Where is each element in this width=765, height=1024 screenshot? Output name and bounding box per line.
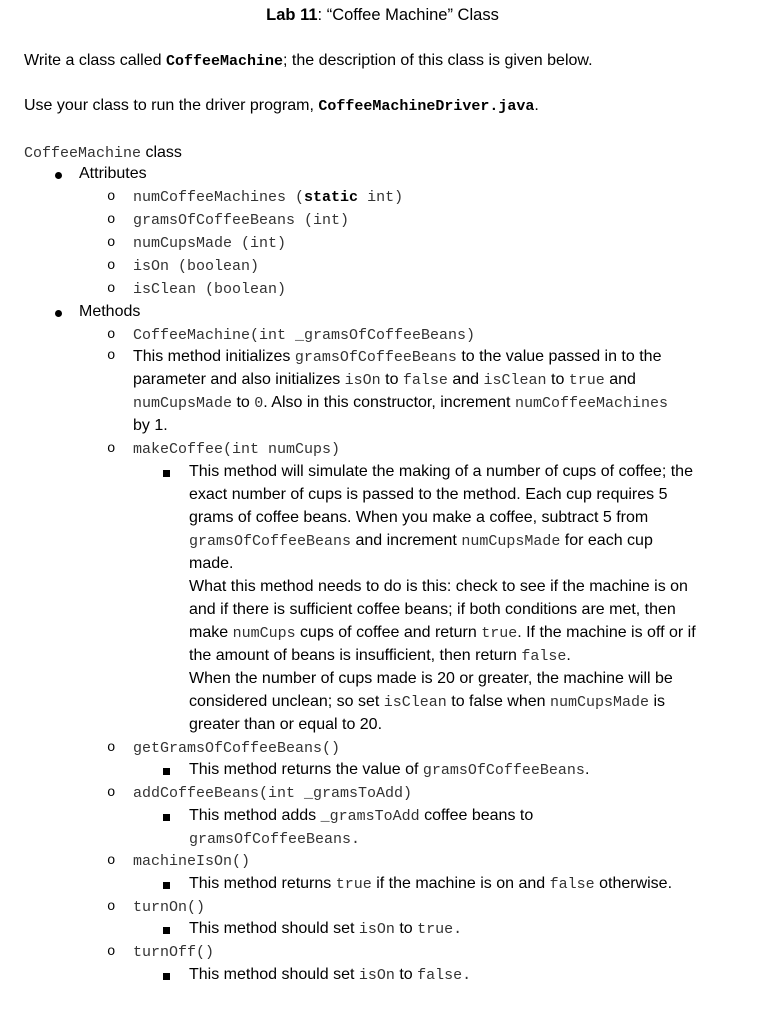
class-name-code: CoffeeMachine bbox=[165, 53, 284, 70]
desc-text: cups of coffee and return bbox=[295, 624, 482, 641]
desc-text: parameter and also initializes bbox=[133, 371, 345, 388]
code-span: true bbox=[417, 921, 454, 938]
desc-text: . bbox=[566, 647, 571, 664]
static-keyword: static bbox=[304, 189, 359, 206]
code-span: false bbox=[549, 876, 595, 893]
attribute-item: numCupsMade (int) bbox=[133, 235, 287, 252]
code-span: false bbox=[521, 648, 567, 665]
make-coffee-desc-line bbox=[189, 624, 696, 642]
code-span: gramsOfCoffeeBeans bbox=[189, 831, 352, 848]
title-rest: : “Coffee Machine” Class bbox=[317, 6, 499, 24]
desc-text: This method should set bbox=[189, 920, 359, 937]
code-span: isClean bbox=[483, 372, 547, 389]
circle-bullet-icon: o bbox=[107, 740, 116, 756]
make-coffee-desc-line: When the number of cups made is 20 or greater, the machine will be bbox=[189, 670, 673, 687]
turn-on-desc bbox=[189, 920, 462, 938]
circle-bullet-icon: o bbox=[107, 281, 116, 297]
code-span: gramsOfCoffeeBeans bbox=[189, 533, 352, 550]
circle-bullet-icon: o bbox=[107, 785, 116, 801]
desc-text: . Also in this constructor, increment bbox=[263, 394, 515, 411]
constructor-desc-line bbox=[133, 371, 636, 389]
desc-text: to bbox=[394, 920, 418, 937]
make-coffee-desc-line: made. bbox=[189, 555, 234, 572]
code-span: _gramsToAdd bbox=[320, 808, 420, 825]
desc-text: to bbox=[394, 966, 418, 983]
attribute-item: isOn (boolean) bbox=[133, 258, 260, 275]
turn-off-desc bbox=[189, 966, 471, 984]
machine-is-on-signature: machineIsOn() bbox=[133, 853, 251, 870]
code-span: isOn bbox=[344, 372, 381, 389]
code-span: true bbox=[335, 876, 372, 893]
code-span: numCupsMade bbox=[133, 395, 233, 412]
turn-off-signature: turnOff() bbox=[133, 944, 215, 961]
desc-text: coffee beans to bbox=[419, 807, 534, 824]
desc-text: the amount of beans is insufficient, then return bbox=[189, 647, 522, 664]
make-coffee-signature: makeCoffee(int numCups) bbox=[133, 441, 341, 458]
class-heading-word: class bbox=[141, 144, 182, 161]
code-span: numCups bbox=[232, 625, 296, 642]
desc-text: This method returns the value of bbox=[189, 761, 423, 778]
square-bullet-icon bbox=[163, 973, 170, 980]
disc-bullet-icon bbox=[55, 172, 62, 179]
circle-bullet-icon: o bbox=[107, 189, 116, 205]
desc-text: to false when bbox=[446, 693, 550, 710]
add-beans-desc-line bbox=[189, 830, 360, 848]
square-bullet-icon bbox=[163, 927, 170, 934]
code-span: isOn bbox=[358, 921, 395, 938]
intro-line-2 bbox=[24, 97, 539, 115]
circle-bullet-icon: o bbox=[107, 212, 116, 228]
make-coffee-desc-line: What this method needs to do is this: check to see if the machine is on bbox=[189, 578, 688, 595]
attribute-item: gramsOfCoffeeBeans (int) bbox=[133, 212, 350, 229]
square-bullet-icon bbox=[163, 768, 170, 775]
intro-text: ; the description of this class is given below. bbox=[283, 52, 593, 69]
constructor-signature: CoffeeMachine(int _gramsOfCoffeeBeans) bbox=[133, 327, 476, 344]
add-beans-desc-line bbox=[189, 807, 533, 825]
code-span: . bbox=[453, 921, 463, 938]
disc-bullet-icon bbox=[55, 310, 62, 317]
circle-bullet-icon: o bbox=[107, 327, 116, 343]
code-span: gramsOfCoffeeBeans bbox=[422, 762, 585, 779]
desc-text: and bbox=[447, 371, 484, 388]
circle-bullet-icon: o bbox=[107, 899, 116, 915]
code-span: numCupsMade bbox=[461, 533, 561, 550]
code-span: . bbox=[351, 831, 361, 848]
desc-text: This method initializes bbox=[133, 348, 295, 365]
circle-bullet-icon: o bbox=[107, 258, 116, 274]
make-coffee-desc-line bbox=[189, 647, 571, 665]
desc-text: and increment bbox=[351, 532, 462, 549]
make-coffee-desc-line: and if there is sufficient coffee beans; if both conditions are met, then bbox=[189, 601, 676, 618]
code-span: isOn bbox=[358, 967, 395, 984]
desc-text: . If the machine is off or if bbox=[517, 624, 696, 641]
square-bullet-icon bbox=[163, 814, 170, 821]
desc-text: make bbox=[189, 624, 233, 641]
intro-text: Use your class to run the driver program, bbox=[24, 97, 319, 114]
desc-text: This method returns bbox=[189, 875, 336, 892]
desc-text: to bbox=[546, 371, 569, 388]
desc-text: considered unclean; so set bbox=[189, 693, 384, 710]
constructor-desc-line bbox=[133, 348, 661, 366]
code-span: gramsOfCoffeeBeans bbox=[294, 349, 457, 366]
circle-bullet-icon: o bbox=[107, 441, 116, 457]
get-grams-desc bbox=[189, 761, 589, 779]
machine-is-on-desc bbox=[189, 875, 672, 893]
get-grams-signature: getGramsOfCoffeeBeans() bbox=[133, 740, 341, 757]
make-coffee-desc-line: This method will simulate the making of a number of cups of coffee; the bbox=[189, 463, 693, 480]
circle-bullet-icon: o bbox=[107, 348, 116, 364]
desc-text: for each cup bbox=[560, 532, 653, 549]
class-heading bbox=[24, 144, 182, 162]
desc-text: This method should set bbox=[189, 966, 359, 983]
class-heading-name: CoffeeMachine bbox=[24, 145, 142, 162]
intro-text: . bbox=[534, 97, 539, 114]
intro-text: Write a class called bbox=[24, 52, 166, 69]
square-bullet-icon bbox=[163, 470, 170, 477]
circle-bullet-icon: o bbox=[107, 944, 116, 960]
circle-bullet-icon: o bbox=[107, 853, 116, 869]
code-span: false bbox=[402, 372, 448, 389]
attribute-paren: ( bbox=[295, 189, 305, 206]
driver-file-code: CoffeeMachineDriver.java bbox=[318, 98, 535, 115]
make-coffee-desc-line: exact number of cups is passed to the method. Each cup requires 5 bbox=[189, 486, 668, 503]
attribute-item bbox=[133, 189, 403, 206]
code-span: true bbox=[568, 372, 605, 389]
attribute-name: numCoffeeMachines bbox=[133, 189, 296, 206]
code-span: true bbox=[481, 625, 518, 642]
code-span: false bbox=[417, 967, 463, 984]
attribute-item: isClean (boolean) bbox=[133, 281, 287, 298]
attribute-type: int) bbox=[358, 189, 404, 206]
methods-label: Methods bbox=[79, 303, 141, 320]
intro-line-1 bbox=[24, 52, 593, 70]
constructor-desc-line bbox=[133, 394, 668, 412]
page-title bbox=[0, 6, 765, 25]
desc-text: is bbox=[649, 693, 666, 710]
code-span: numCoffeeMachines bbox=[514, 395, 668, 412]
turn-on-signature: turnOn() bbox=[133, 899, 206, 916]
constructor-desc-line: by 1. bbox=[133, 417, 168, 434]
attributes-label: Attributes bbox=[79, 165, 147, 182]
desc-text: . bbox=[584, 761, 590, 778]
code-span: . bbox=[462, 967, 472, 984]
make-coffee-desc-line bbox=[189, 693, 665, 711]
square-bullet-icon bbox=[163, 882, 170, 889]
make-coffee-desc-line: grams of coffee beans. When you make a coffee, subtract 5 from bbox=[189, 509, 649, 526]
code-span: 0 bbox=[254, 395, 264, 412]
add-beans-signature: addCoffeeBeans(int _gramsToAdd) bbox=[133, 785, 413, 802]
desc-text: This method adds bbox=[189, 807, 321, 824]
desc-text: to bbox=[232, 394, 255, 411]
desc-text: otherwise. bbox=[594, 875, 673, 892]
title-lab: Lab 11 bbox=[266, 6, 318, 24]
make-coffee-desc-line: greater than or equal to 20. bbox=[189, 716, 383, 733]
desc-text: to bbox=[380, 371, 403, 388]
make-coffee-desc-line bbox=[189, 532, 653, 550]
desc-text: to the value passed in to the bbox=[456, 348, 662, 365]
code-span: isClean bbox=[383, 694, 447, 711]
desc-text: if the machine is on and bbox=[371, 875, 550, 892]
code-span: numCupsMade bbox=[549, 694, 650, 711]
circle-bullet-icon: o bbox=[107, 235, 116, 251]
desc-text: and bbox=[604, 371, 636, 388]
